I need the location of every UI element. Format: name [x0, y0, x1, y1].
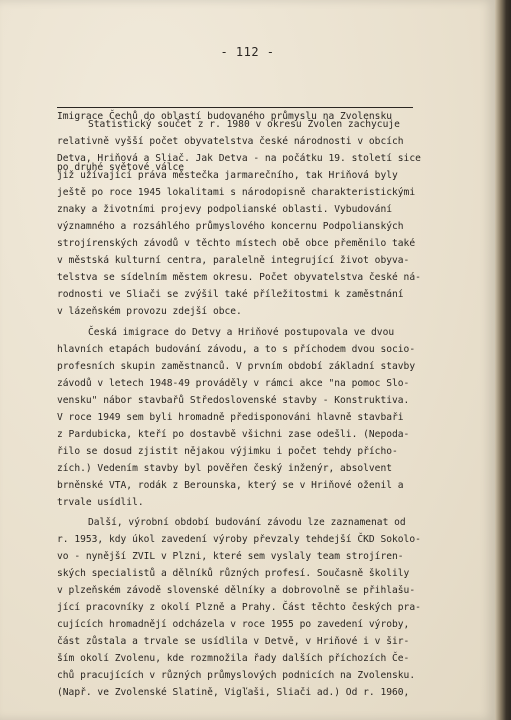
text-line: strojírenských závodů v těchto místech obě obce přeměnilo také — [57, 238, 416, 249]
text-line: Statistický součet z r. 1980 v okresu Zvolen zachycuje — [88, 119, 400, 130]
heading-underline — [57, 107, 413, 108]
page-number: - 112 - — [220, 45, 275, 59]
text-line: ještě po roce 1945 lokalitami s národopisně charakteristickými — [57, 187, 416, 198]
text-line: část zůstala a trvale se usídlila v Detvě, v Hriňové i v šir- — [57, 636, 410, 647]
text-line: (Např. ve Zvolenské Slatině, Vigľaši, Sliači ad.) Od r. 1960, — [57, 687, 410, 698]
text-line: Detva, Hriňová a Sliač. Jak Detva - na počátku 19. století sice — [57, 153, 421, 164]
section-heading-line: po druhé světové válce — [57, 162, 185, 173]
text-line: chů pracujících v různých průmyslových podnicích na Zvolensku. — [57, 670, 416, 681]
text-line: hlavních etapách budování závodu, a to s příchodem dvou socio- — [57, 344, 416, 355]
text-line: r. 1953, kdy úkol zavedení výroby převzaly tehdejší ČKD Sokolo- — [57, 534, 421, 545]
text-line: rodnosti ve Sliači se zvýšil také příležitostmi k zaměstnání — [57, 289, 404, 300]
book-page-edge — [495, 0, 511, 720]
text-line: vo - nynější ZVIL v Plzni, které sem vyslaly team strojíren- — [57, 551, 404, 562]
text-line: zích.) Vedením stavby byl pověřen český inženýr, absolvent — [57, 463, 393, 474]
text-line: relativně vyšší počet obyvatelstva české národnosti v obcích — [57, 136, 404, 147]
text-line: z Pardubicka, kteří po dostavbě všichni zase odešli. (Nepoda- — [57, 429, 410, 440]
text-line: cujících hromadnějí odcházela v roce 1955 po zavedení výroby, — [57, 619, 410, 630]
text-line: V roce 1949 sem byli hromadně předisponováni hlavně stavbaři — [57, 412, 404, 423]
text-line: řilo se dosud zjistit nějakou výjimku i počet tehdy přícho- — [57, 446, 398, 457]
text-line: významného a rozsáhlého průmyslového koncernu Podpolianských — [57, 221, 404, 232]
text-line: jící pracovníky z okolí Plzně a Prahy. Část těchto českých pra- — [57, 602, 421, 613]
text-line: v lázeňském provozu zdejší obce. — [57, 306, 242, 317]
text-line: v plzeňském závodě slovenské dělníky a dobrovolně se přihlašu- — [57, 585, 416, 596]
text-line: znaky a životními projevy podpolianské oblasti. Vybudování — [57, 204, 393, 215]
text-line: profesních skupin zaměstnanců. V prvním období základní stavby — [57, 361, 416, 372]
section-heading-line: Imigrace Čechů do oblastí budovaného průmyslu na Zvolensku — [57, 111, 393, 122]
text-line: telstva se sídelním městem okresu. Počet obyvatelstva české ná- — [57, 272, 421, 283]
text-line: brněnské VTA, rodák z Berounska, který se v Hriňové oženil a — [57, 480, 404, 491]
text-line: již užívající práva městečka jarmarečního, tak Hriňová byly — [57, 170, 398, 181]
text-line: trvale usídlil. — [57, 497, 144, 508]
text-line: ším okolí Zvolenu, kde rozmnožila řady dalších příchozích Če- — [57, 653, 410, 664]
text-line: ských specialistů a dělníků různých profesí. Současně školily — [57, 568, 410, 579]
text-line: Česká imigrace do Detvy a Hriňové postupovala ve dvou — [88, 327, 395, 338]
text-line: závodů v letech 1948-49 prováděly v rámci akce "na pomoc Slo- — [57, 378, 410, 389]
text-line: v městská kulturní centra, paralelně integrující život obyva- — [57, 255, 410, 266]
text-line: vensku" nábor stavbařů Středoslovenské stavby - Konstruktiva. — [57, 395, 410, 406]
text-line: Další, výrobní období budování závodu lze zaznamenat od — [88, 517, 406, 528]
